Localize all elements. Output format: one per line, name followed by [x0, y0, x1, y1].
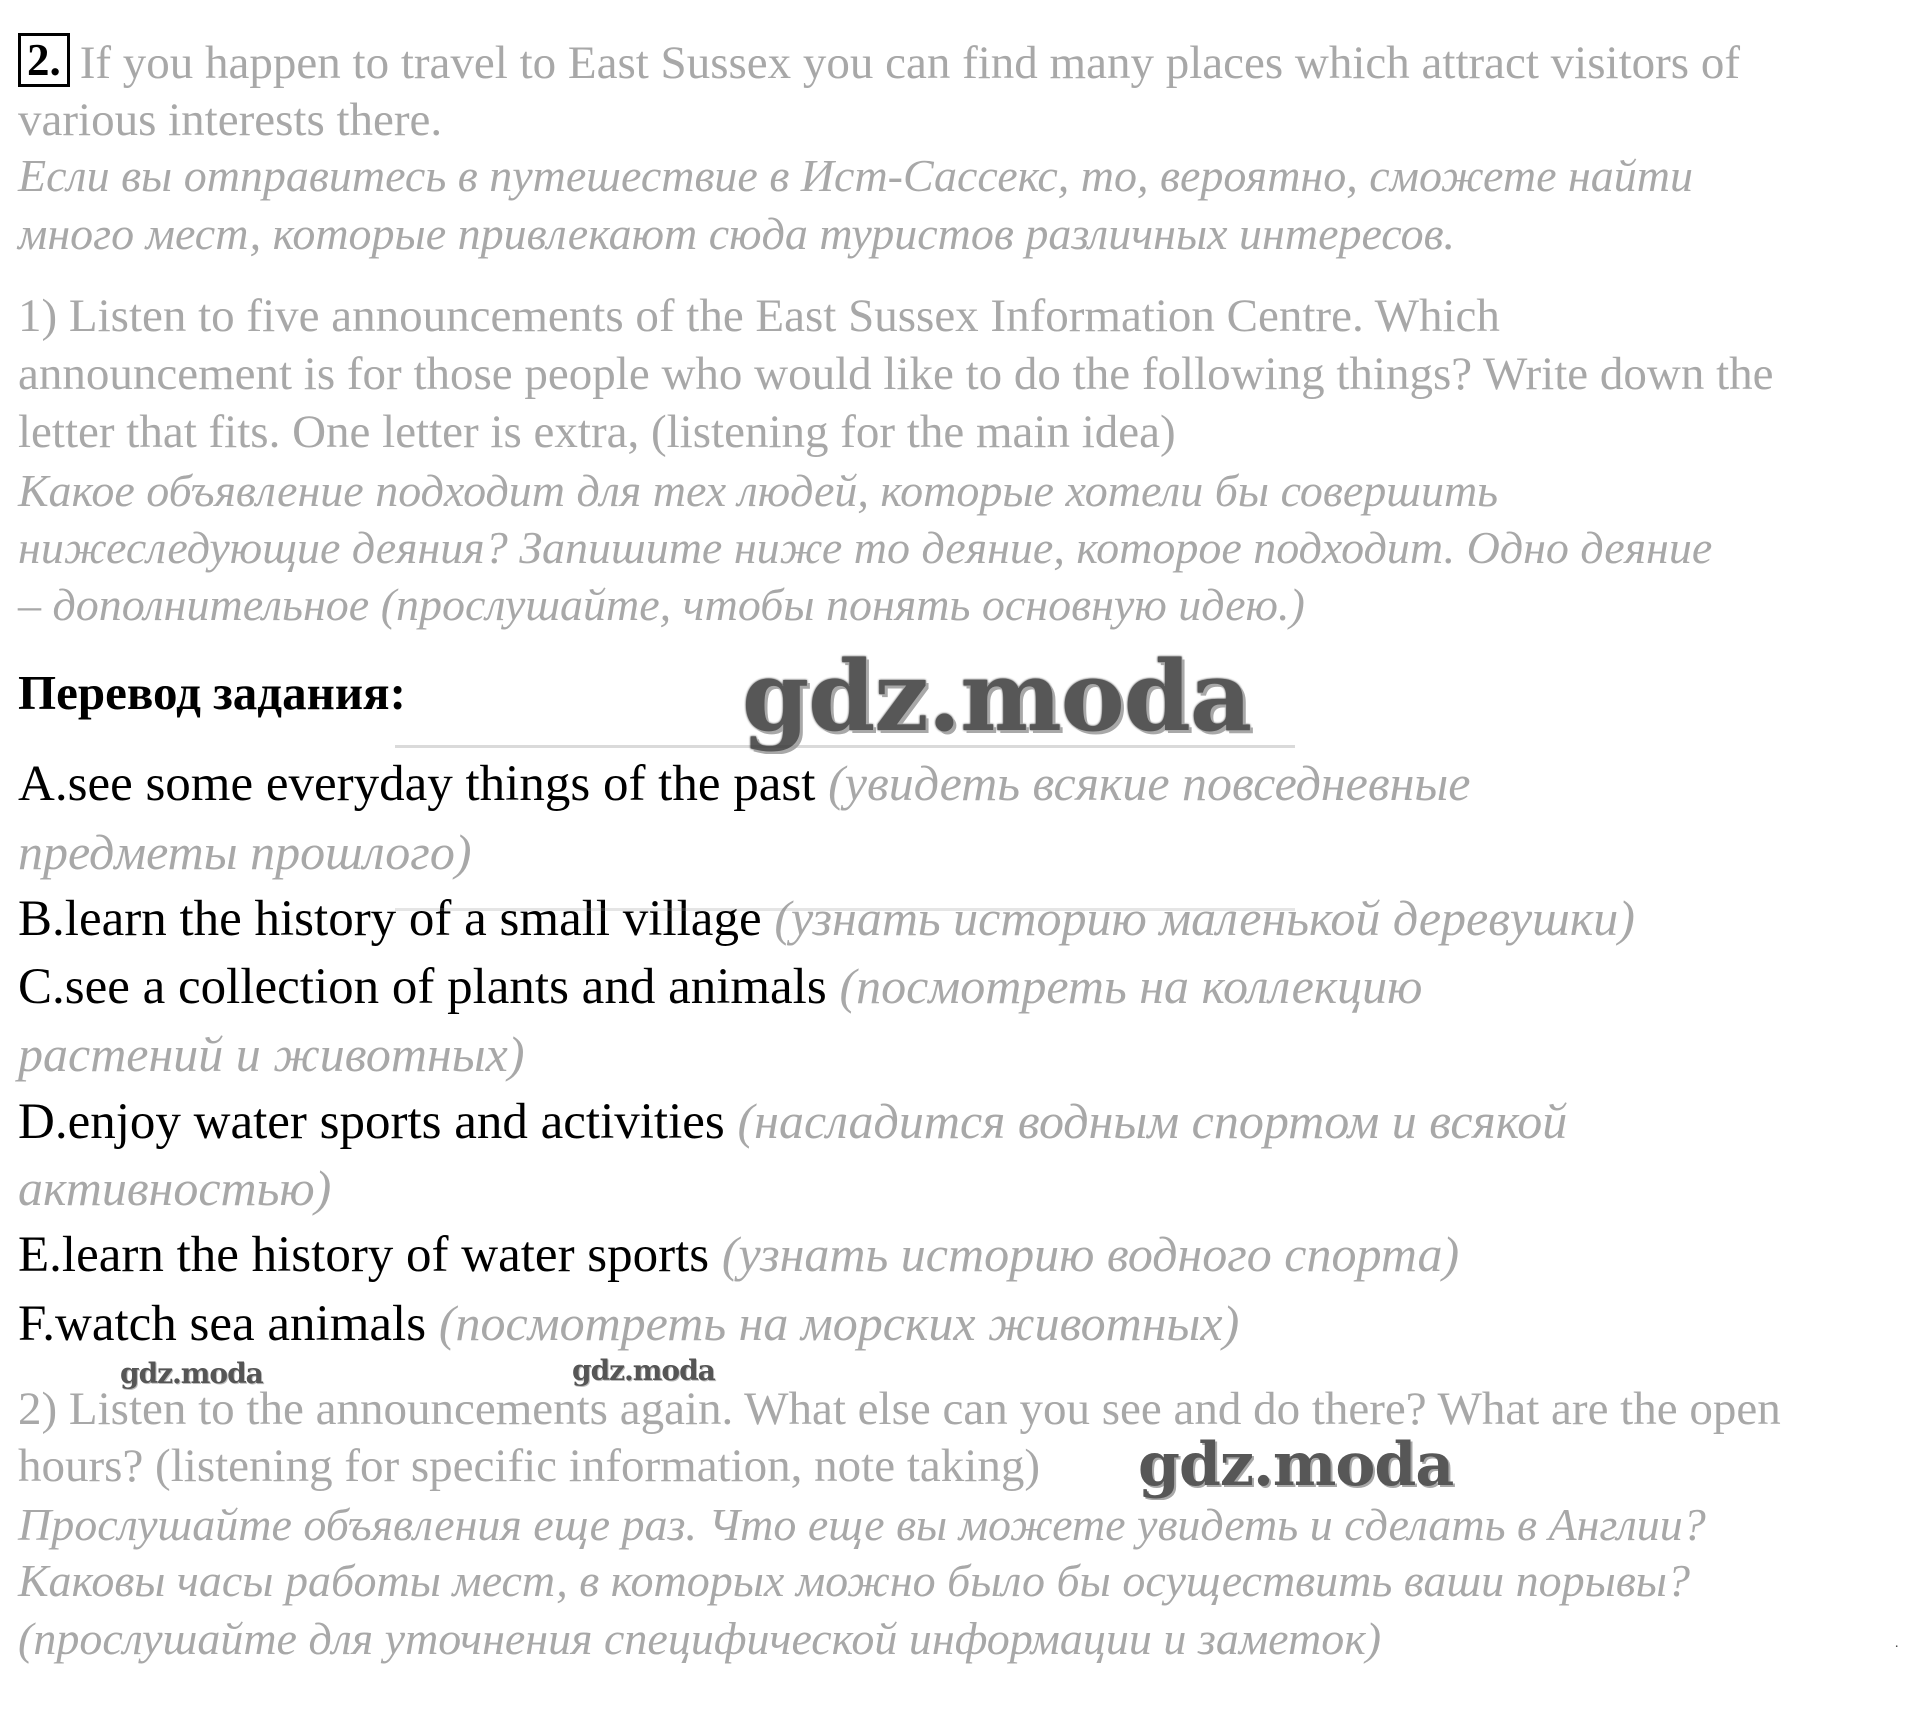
item-text: learn the history of a small village	[64, 891, 762, 947]
part1-line-3: letter that fits. One letter is extra, (listening for the main idea)	[18, 406, 1176, 458]
item-letter: F.	[18, 1296, 56, 1352]
task-intro-text: If you happen to travel to East Sussex you can find many places which attract visitors of	[79, 37, 1740, 89]
task-intro-line-2: various interests there.	[18, 94, 443, 146]
list-item-b	[18, 890, 1635, 947]
list-item-d-continued	[18, 1160, 332, 1216]
part2-ru-line-3: (прослушайте для уточнения специфической информации и заметок)	[18, 1613, 1382, 1664]
item-translation: (насладится водным спортом и всякой	[737, 1093, 1568, 1149]
part1-line-2: announcement is for those people who would like to do the following things? Write down the	[18, 348, 1774, 400]
item-translation-cont: активностью)	[18, 1160, 332, 1216]
list-item-d	[18, 1093, 1568, 1150]
item-translation: (узнать историю маленькой деревушки)	[774, 890, 1635, 946]
watermark-main: gdz.moda	[742, 640, 1252, 753]
item-translation-cont: растений и животных)	[18, 1026, 525, 1082]
watermark-mid: gdz.moda	[1138, 1430, 1454, 1500]
list-item-a	[18, 755, 1471, 812]
item-text: see some everyday things of the past	[67, 756, 816, 812]
task-intro-ru-line-1: Если вы отправитесь в путешествие в Ист-Сассекс, то, вероятно, сможете найти	[18, 150, 1694, 201]
item-translation-cont: предметы прошлого)	[18, 824, 472, 880]
task-intro-ru-line-2: много мест, которые привлекают сюда туристов различных интересов.	[18, 208, 1456, 259]
item-translation: (узнать историю водного спорта)	[721, 1226, 1460, 1282]
item-letter: A.	[18, 756, 68, 812]
item-text: learn the history of water sports	[61, 1227, 710, 1283]
part1-ru-line-3: – дополнительное (прослушайте, чтобы понять основную идею.)	[18, 579, 1305, 630]
item-text: see a collection of plants and animals	[64, 959, 827, 1015]
corner-dot-mark: ·	[1894, 1640, 1899, 1655]
task-number-box: 2.	[18, 33, 70, 87]
list-item-c-continued	[18, 1026, 525, 1082]
item-letter: E.	[18, 1227, 62, 1283]
list-item-a-continued	[18, 824, 472, 880]
item-text: enjoy water sports and activities	[67, 1094, 725, 1150]
item-letter: C.	[18, 959, 65, 1015]
part2-ru-line-2: Каковы часы работы мест, в которых можно было бы осуществить ваши порывы?	[18, 1555, 1690, 1606]
item-translation: (увидеть всякие повседневные	[828, 755, 1471, 811]
item-translation: (посмотреть на морских животных)	[438, 1295, 1240, 1351]
item-letter: D.	[18, 1094, 68, 1150]
list-item-c	[18, 958, 1423, 1015]
part2-line-1: 2) Listen to the announcements again. What else can you see and do there? What are the open	[18, 1383, 1781, 1435]
part2-line-2: hours? (listening for specific information, note taking)	[18, 1440, 1040, 1492]
item-text: watch sea animals	[55, 1296, 427, 1352]
list-item-e	[18, 1226, 1460, 1283]
part2-ru-line-1: Прослушайте объявления еще раз. Что еще вы можете увидеть и сделать в Англии?	[18, 1499, 1706, 1550]
part1-ru-line-2: нижеследующие деяния? Запишите ниже то деяние, которое подходит. Одно деяние	[18, 522, 1713, 573]
watermark-small-left: gdz.moda	[120, 1357, 263, 1390]
task-intro-line-1	[18, 33, 1740, 87]
part1-ru-line-1: Какое объявление подходит для тех людей, которые хотели бы совершить	[18, 465, 1499, 516]
translation-heading: Перевод задания:	[18, 665, 406, 720]
list-item-f	[18, 1295, 1240, 1352]
item-letter: B.	[18, 891, 65, 947]
part1-line-1: 1) Listen to five announcements of the East Sussex Information Centre. Which	[18, 290, 1500, 342]
item-translation: (посмотреть на коллекцию	[839, 958, 1423, 1014]
watermark-small-right: gdz.moda	[572, 1354, 715, 1387]
